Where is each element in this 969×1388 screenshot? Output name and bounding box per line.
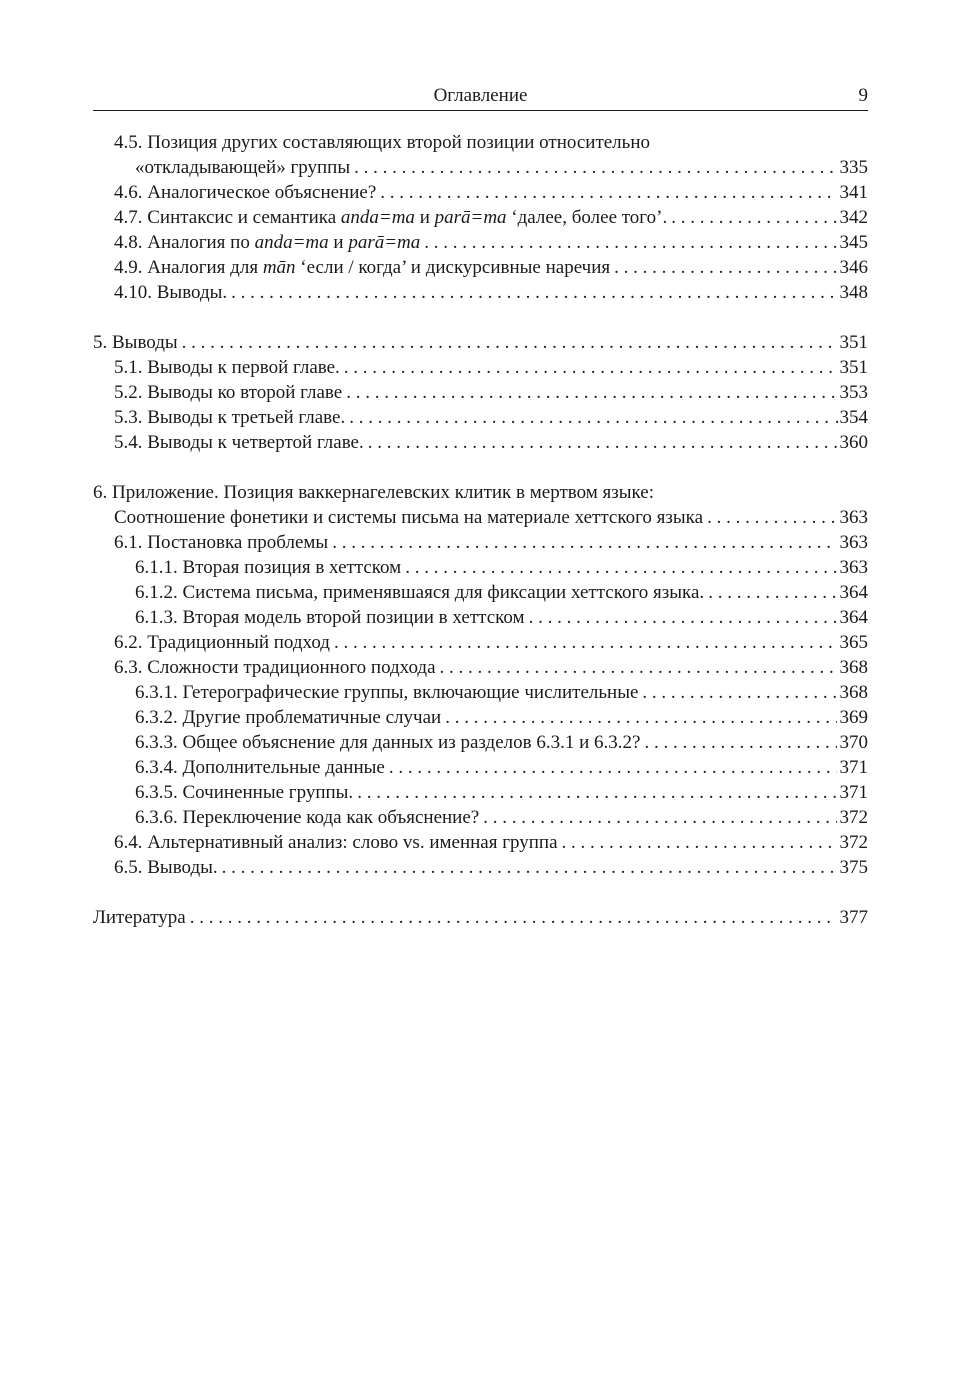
- dot-leader: [357, 780, 836, 805]
- toc-entry-page: 351: [839, 332, 868, 353]
- table-of-contents: [93, 130, 868, 930]
- toc-entry-title: 6.3.1. Гетерографические группы, включающие числительные: [135, 682, 639, 703]
- dot-leader: [642, 680, 836, 705]
- toc-entry-4-9[interactable]: [93, 255, 868, 280]
- toc-entry-page: 341: [839, 182, 868, 203]
- toc-entry-page: 346: [839, 257, 868, 278]
- toc-entry-title: 6.1.2. Система письма, применявшаяся для фиксации хеттского языка.: [135, 582, 705, 603]
- header-title: Оглавление: [433, 85, 528, 106]
- dot-leader: [349, 405, 832, 430]
- toc-entry-6-cont[interactable]: [93, 505, 868, 530]
- toc-entry-4-7[interactable]: [93, 205, 868, 230]
- dot-leader: [332, 530, 836, 555]
- toc-entry-page: 351: [839, 357, 868, 378]
- toc-entry-title: 6.3. Сложности традиционного подхода: [114, 657, 436, 678]
- dot-leader: [614, 255, 836, 280]
- toc-entry-page: 363: [839, 532, 868, 553]
- toc-entry-6-3-6[interactable]: [93, 805, 868, 830]
- toc-entry-page: 372: [839, 807, 868, 828]
- toc-entry-6-3-1[interactable]: [93, 680, 868, 705]
- toc-entry-4-5[interactable]: [93, 130, 868, 155]
- toc-entry-page: 364: [839, 607, 868, 628]
- dot-leader: [231, 280, 836, 305]
- toc-entry-title: 6.3.5. Сочиненные группы.: [135, 782, 354, 803]
- header-page-number: 9: [858, 85, 868, 106]
- dot-leader: [708, 580, 836, 605]
- toc-entry-title: 6.1.1. Вторая позиция в хеттском: [135, 557, 402, 578]
- toc-entry-4-6[interactable]: [93, 180, 868, 205]
- toc-entry-title: 5.4. Выводы к четвертой главе.: [114, 432, 364, 453]
- toc-entry-page: 371: [839, 757, 868, 778]
- toc-entry-title: 6.5. Выводы.: [114, 857, 218, 878]
- toc-entry-6-1-2[interactable]: [93, 580, 868, 605]
- toc-entry-title: 6. Приложение. Позиция ваккернагелевских клитик в мертвом языке:: [93, 482, 655, 503]
- toc-entry-title: 4.5. Позиция других составляющих второй позиции относительно: [114, 132, 650, 153]
- toc-entry-page: 377: [839, 907, 868, 928]
- toc-entry-6-4[interactable]: [93, 830, 868, 855]
- dot-leader: [644, 730, 836, 755]
- toc-entry-title: 4.7. Синтаксис и семантика anda=ma и parā=ma ‘далее, более того’.: [114, 207, 668, 228]
- toc-entry-4-10[interactable]: [93, 280, 868, 305]
- toc-entry-title: 4.10. Выводы.: [114, 282, 228, 303]
- toc-entry-5[interactable]: [93, 330, 868, 355]
- dot-leader: [190, 905, 837, 930]
- toc-entry-6-5[interactable]: [93, 855, 868, 880]
- toc-entry-page: 369: [839, 707, 868, 728]
- dot-leader: [562, 830, 837, 855]
- toc-entry-4-5-cont[interactable]: [93, 155, 868, 180]
- toc-entry-6-1-1[interactable]: [93, 555, 868, 580]
- toc-entry-page: 372: [839, 832, 868, 853]
- toc-entry-title: Литература: [93, 907, 186, 928]
- dot-leader: [380, 180, 836, 205]
- toc-entry-title: 4.6. Аналогическое объяснение?: [114, 182, 377, 203]
- toc-entry-6-3-4[interactable]: [93, 755, 868, 780]
- toc-entry-title: 6.2. Традиционный подход: [114, 632, 330, 653]
- dot-leader: [182, 330, 837, 355]
- toc-entry-5-4[interactable]: [93, 430, 868, 455]
- dot-leader: [389, 755, 837, 780]
- toc-entry-page: 335: [839, 157, 868, 178]
- toc-entry-title: 6.1. Постановка проблемы: [114, 532, 329, 553]
- toc-entry-title: 6.3.2. Другие проблематичные случаи: [135, 707, 442, 728]
- toc-entry-page: 368: [839, 657, 868, 678]
- dot-leader: [529, 605, 837, 630]
- toc-entry-page: 368: [839, 682, 868, 703]
- dot-leader: [445, 705, 836, 730]
- toc-entry-title: 6.1.3. Вторая модель второй позиции в хеттском: [135, 607, 525, 628]
- toc-entry-5-3[interactable]: [93, 405, 868, 430]
- toc-entry-4-8[interactable]: [93, 230, 868, 255]
- dot-leader: [346, 380, 836, 405]
- dot-leader: [334, 630, 837, 655]
- toc-entry-title: 5. Выводы: [93, 332, 178, 353]
- dot-leader: [368, 430, 837, 455]
- toc-entry-page: 360: [839, 432, 868, 453]
- toc-entry-6[interactable]: [93, 480, 868, 505]
- dot-leader: [222, 855, 837, 880]
- toc-entry-6-3-2[interactable]: [93, 705, 868, 730]
- toc-entry-page: 370: [839, 732, 868, 753]
- toc-entry-title: 5.2. Выводы ко второй главе: [114, 382, 343, 403]
- toc-entry-page: 342: [839, 207, 868, 228]
- toc-entry-6-3-3[interactable]: [93, 730, 868, 755]
- toc-entry-6-3[interactable]: [93, 655, 868, 680]
- toc-entry-page: 375: [839, 857, 868, 878]
- toc-entry-5-1[interactable]: [93, 355, 868, 380]
- dot-leader: [424, 230, 836, 255]
- toc-entry-page: 364: [839, 582, 868, 603]
- dot-leader: [344, 355, 837, 380]
- toc-entry-title: 4.8. Аналогия по anda=ma и parā=ma: [114, 232, 421, 253]
- toc-entry-page: 371: [839, 782, 868, 803]
- toc-entry-6-2[interactable]: [93, 630, 868, 655]
- toc-entry-page: 363: [839, 557, 868, 578]
- toc-entry-title: «откладывающей» группы: [135, 157, 351, 178]
- toc-entry-title: 6.3.4. Дополнительные данные: [135, 757, 385, 778]
- toc-entry-6-3-5[interactable]: [93, 780, 868, 805]
- dot-leader: [707, 505, 836, 530]
- toc-entry-title: Соотношение фонетики и системы письма на материале хеттского языка: [114, 507, 704, 528]
- toc-entry-title: 5.3. Выводы к третьей главе.: [114, 407, 346, 428]
- toc-entry-6-1[interactable]: [93, 530, 868, 555]
- toc-entry-title: 6.4. Альтернативный анализ: слово vs. именная группа: [114, 832, 558, 853]
- running-header: [93, 84, 868, 111]
- toc-entry-title: 5.1. Выводы к первой главе.: [114, 357, 340, 378]
- dot-leader: [483, 805, 836, 830]
- toc-entry-page: 365: [839, 632, 868, 653]
- toc-entry-title: 6.3.6. Переключение кода как объяснение?: [135, 807, 480, 828]
- toc-entry-page: 363: [839, 507, 868, 528]
- dot-leader: [354, 155, 836, 180]
- toc-entry-5-2[interactable]: [93, 380, 868, 405]
- toc-entry-literature[interactable]: [93, 905, 868, 930]
- toc-entry-page: 345: [839, 232, 868, 253]
- toc-entry-page: 348: [839, 282, 868, 303]
- dot-leader: [671, 205, 836, 230]
- toc-entry-title: 4.9. Аналогия для mān ‘если / когда’ и дискурсивные наречия: [114, 257, 611, 278]
- toc-entry-page: .354: [834, 407, 868, 428]
- dot-leader: [405, 555, 836, 580]
- dot-leader: [440, 655, 837, 680]
- toc-entry-title: 6.3.3. Общее объяснение для данных из разделов 6.3.1 и 6.3.2?: [135, 732, 641, 753]
- toc-entry-6-1-3[interactable]: [93, 605, 868, 630]
- toc-entry-page: 353: [839, 382, 868, 403]
